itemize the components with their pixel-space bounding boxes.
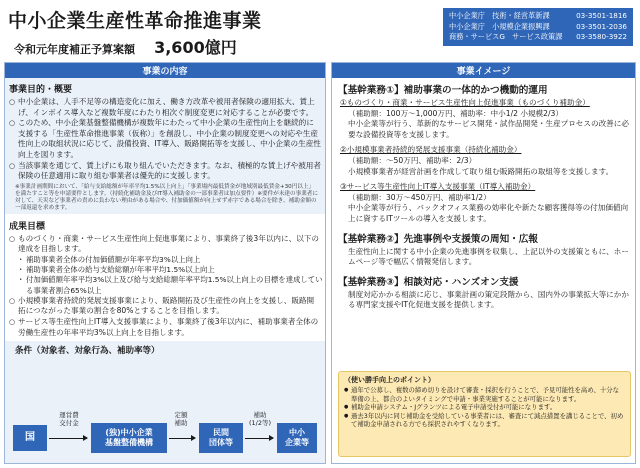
goal-bullet: ○ サービス等生産性向上IT導入支援事業により、事業終了後3年以内に、補助事業者全体の労働生産性の年率平均3%以上向上を目指します。 (9, 317, 321, 338)
contact-row (449, 11, 627, 22)
requirement-note: ※事業計画期間において、「給与支給総額が年率平均1.5%以上向上」「事業場内最低賃金が地域別最低賃金+30円以上」を満たすこと等を申請要件とします。（持続化補助金及びIT導入補助金の一部事業者は加点要件）※要件が未達の事業者に対して、天災など事業者の責めに負わない理由がある場合や、付加価値額が向上せず赤字である場合を除き、補助金額の一部返還を求めます。 (15, 183, 318, 211)
purpose-title: 事業目的・概要 (9, 85, 73, 95)
purpose-bullet: ○ このため、中小企業基盤整備機構が複数年にわたって中小企業の生産性向上を継続的に支援する「生産性革命推進事業（仮称）」を創設し、中小企業の制度変更への対応や生産性向上の取組状況に応じて、設備投資、IT導入、販路開拓等を支援し、中小企業の生産性向上を図ります。 (9, 118, 321, 160)
contact-tel: 03-3501-2036 (576, 21, 627, 31)
contact-dept: 中小企業庁 小規模企業振興課 (449, 21, 550, 31)
flow-label-subsidy: 補助 (1/2等) (248, 411, 272, 427)
block1-item-line: （補助額：100万～1,000万円、補助率：中小1/2 小規模2/3） (348, 108, 563, 118)
block1-item-line: （補助額：30万～450万円、補助率1/2） (348, 192, 491, 202)
left-panel (4, 62, 326, 464)
budget-label: 令和元年度補正予算案額 (14, 43, 135, 56)
flow-arrow (49, 438, 87, 439)
purpose-bullet: ○ 中小企業は、人手不足等の構造変化に加え、働き方改革や被用者保険の適用拡大、賃上げ、インボイス導入など複数年度にわたり相次ぐ制度変更に対応することが必要です。 (9, 97, 321, 118)
block2-title: 【基幹業務②】先進事例や支援策の周知・広報 (338, 233, 538, 245)
goal-sub-bullet: ・ 補助事業者全体の付加価値額が年率平均3%以上向上 (19, 255, 325, 265)
flow-sme: 中小 企業等 (277, 423, 317, 453)
flow-country: 国 (13, 425, 47, 451)
right-panel (331, 62, 636, 464)
contact-row (449, 22, 627, 33)
contact-dept: 商務・サービスG サービス政策課 (449, 32, 563, 41)
block3-text: 制度対応かかる相談に応じ、事業計画の策定段階から、国内外の事業拡大等にかかる専門家支援やIT化促進支援を提供します。 (348, 289, 629, 310)
block2-text: 生産性向上に関する中小企業の先進事例を収集し、上記以外の支援策ともに、ホームページ等で幅広く情報発信します。 (348, 246, 629, 267)
contact-row (449, 32, 627, 43)
points-title: （使い勝手向上のポイント） (344, 376, 435, 384)
funding-flow-diagram (9, 411, 321, 459)
block1-item-line: 中小企業等が行う、革新的なサービス開発・試作品開発・生産プロセスの改善に必要な設備投資等を支援します。 (348, 119, 629, 139)
block1-item-heading: ①ものづくり・商業・サービス生産性向上促進事業（ものづくり補助金） (340, 98, 590, 107)
header (0, 0, 640, 56)
flow-smrj: (独)中小企業 基盤整備機構 (91, 423, 167, 453)
goal-sub-bullet: ・ 付加価値額年率平均3%以上及び給与支給総額年率平均1.5%以上向上の目標を達成している事業者割合65%以上 (19, 275, 325, 295)
conditions-title: 条件（対象者、対象行為、補助率等） (15, 346, 160, 357)
point-item: ● 通年で公募し、複数の締め切りを設けて審査・採択を行うことで、予見可能性を高め、十分な準備の上、都合のよいタイミングで申請・事業実施することが可能になります。 (344, 386, 625, 403)
block1-item-line: 中小企業等が行う、バックオフィス業務の効率化や新たな顧客獲得等の付加価値向上に資するITツールの導入を支援します。 (348, 203, 629, 223)
goals-title: 成果目標 (9, 221, 46, 232)
budget-amount: 3,600億円 (154, 38, 237, 57)
purpose-bullet: ○ 当該事業を通じて、賃上げにも取り組んでいただきます。なお、積極的な賃上げや被用者保険の任意適用に取り組む事業者は優先的に支援します。 (9, 161, 321, 182)
goal-sub-bullet: ・ 補助事業者全体の給与支給総額が年率平均1.5%以上向上 (19, 265, 325, 275)
page-title: 中小企業生産性革命推進事業 (8, 10, 262, 32)
flow-arrow (245, 438, 273, 439)
goals-section (5, 214, 325, 341)
block1-item-line: 小規模事業者が経営計画を作成して取り組む販路開拓の取組等を支援します。 (348, 166, 614, 176)
block1-item-heading: ②小規模事業者持続的発展支援事業（持続化補助金） (340, 145, 522, 155)
block1-item-heading: ③サービス等生産性向上IT導入支援事業（IT導入補助金） (340, 182, 536, 192)
flow-arrow (169, 438, 195, 439)
budget-line (14, 35, 237, 58)
point-item: ● 過去3年以内に同じ補助金を受給している事業者には、審査にて減点措置を講じることで、初めて補助金申請される方でも採択されやすくなります。 (344, 412, 625, 429)
block1-title: 【基幹業務①】補助事業の一体的かつ機動的運用 (338, 85, 548, 96)
goal-bullet: ○ ものづくり・商業・サービス生産性向上促進事業により、事業終了後3年以内に、以下の達成を目指します。 (9, 234, 321, 255)
block1-item-line: （補助額：～50万円、補助率：2/3） (348, 155, 477, 165)
usability-points-box (338, 371, 631, 457)
flow-label-fixed: 定額 補助 (174, 411, 188, 427)
contact-tel: 03-3580-3922 (576, 32, 627, 41)
contact-dept: 中小企業庁 技術・経営革新課 (449, 11, 550, 20)
point-item: ● 補助金申請システム・Jグランツによる電子申請受付が可能になります。 (344, 403, 625, 412)
right-panel-heading: 事業イメージ (332, 63, 635, 78)
block3-title: 【基幹業務③】相談対応・ハンズオン支援 (338, 276, 519, 288)
contact-tel: 03-3501-1816 (576, 11, 627, 20)
flow-label-grant: 運営費 交付金 (59, 411, 79, 427)
left-panel-heading: 事業の内容 (5, 63, 325, 78)
contact-box (443, 8, 633, 46)
goal-bullet: ○ 小規模事業者持続的発展支援事業により、販路開拓及び生産性の向上を支援し、販路開拓につながった事業の割合を80%とすることを目指します。 (9, 296, 321, 317)
flow-private: 民間 団体等 (199, 423, 243, 453)
